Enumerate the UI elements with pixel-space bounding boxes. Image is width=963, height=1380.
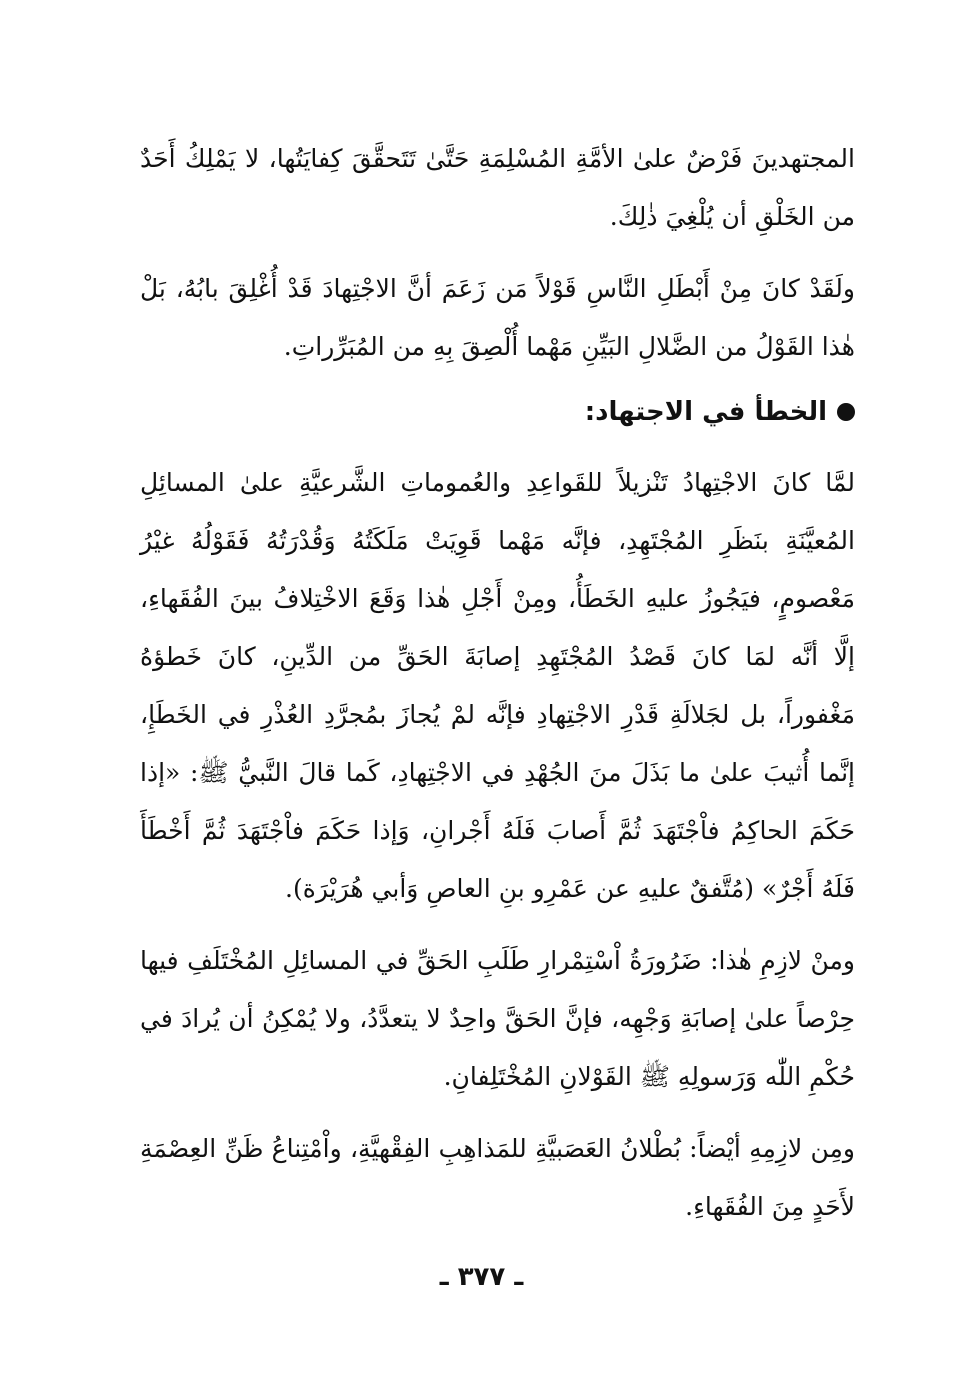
paragraph-2: ولَقَدْ كانَ مِنْ أَبْطَلِ النَّاسِ قَوْلاً مَن زَعَمَ أنَّ الاجْتِهادَ قَدْ أُغْلِقَ بابُهُ، بَلْ هٰذا القَوْلُ من الضَّلالِ البَيِّنِ مَهْما أُلْصِقَ بِهِ من المُبَرِّراتِ. xyxy=(140,274,855,361)
bullet-icon xyxy=(837,403,855,421)
paragraph-1: المجتهدينَ فَرْضٌ علىٰ الأمَّةِ المُسْلِمَةِ حَتَّىٰ تَتَحقَّقَ كِفايَتُها، لا يَمْلِكُ أَحَدٌ من الخَلْقِ أن يُلْغِيَ ذٰلِكَ. xyxy=(140,144,855,231)
page-body xyxy=(140,130,855,1250)
paragraph-3: لمَّا كانَ الاجْتِهادُ تَنْزيلاً للقَواعِدِ والعُموماتِ الشَّرعيَّةِ علىٰ المسائِلِ المُعيَّنَةِ بنَظَرِ المُجْتَهِدِ، فإنَّه مَهْما قَوِيَتْ مَلَكَتُهُ وَقُدْرَتُهُ فَقَوْلُهُ غيْرُ مَعْصومٍ، فيَجُوزُ عليهِ الخَطَأُ، ومِنْ أَجْلِ هٰذا وَقَعَ الاخْتِلافُ بينَ الفُقَهاءِ، إلَّا أنَّه لمَا كانَ قَصْدُ المُجْتَهِدِ إصابَةَ الحَقِّ من الدِّينِ، كانَ خَطؤهُ مَغْفوراً، بل لجَلالَةِ قَدْرِ الاجْتِهادِ فإنَّه لمْ يُجازَ بمُجرَّدِ العُذْرِ في الخَطَإِ، إنَّما أُثيبَ علىٰ ما بَذَلَ منَ الجُهْدِ في الاجْتِهادِ، كَما قالَ النَّبيُّ ﷺ: «إذا حَكَمَ الحاكِمُ فاْجْتَهَدَ ثُمَّ أَصابَ فَلَهُ أَجْرانِ، وَإذا حَكَمَ فاْجْتَهَدَ ثُمَّ أَخْطَأَ فَلَهُ أَجْرٌ» (مُتَّفقٌ عليهِ عن عَمْرِو بنِ العاصِ وَأبي هُرَيْرَة). xyxy=(140,468,855,903)
paragraph-4: ومنْ لازِمِ هٰذا: ضَرُورَةُ اْسْتِمْرارِ طَلَبِ الحَقِّ في المسائِلِ المُخْتَلَفِ فيها حِرْصاً علىٰ إصابَةِ وَجْهِه، فإنَّ الحَقَّ واحِدٌ لا يتعدَّدُ، ولا يُمْكِنُ أن يُرادَ في حُكْمِ اللّٰه وَرَسولِهِ ﷺ القَوْلانِ المُخْتَلِفانِ. xyxy=(140,946,855,1091)
paragraph-5: ومِن لازِمِهِ أيْضاً: بُطْلانُ العَصَبيَّةِ للمَذاهِبِ الفِقْهيَّةِ، واْمْتِناعُ ظَنِّ العِصْمَةِ لأَحَدٍ مِنَ الفُقَهاءِ. xyxy=(140,1134,855,1221)
section-heading xyxy=(140,390,855,434)
section-heading-text: الخطأ في الاجتهاد: xyxy=(584,397,827,427)
page-number: ـ ٣٧٧ ـ xyxy=(439,1262,524,1292)
